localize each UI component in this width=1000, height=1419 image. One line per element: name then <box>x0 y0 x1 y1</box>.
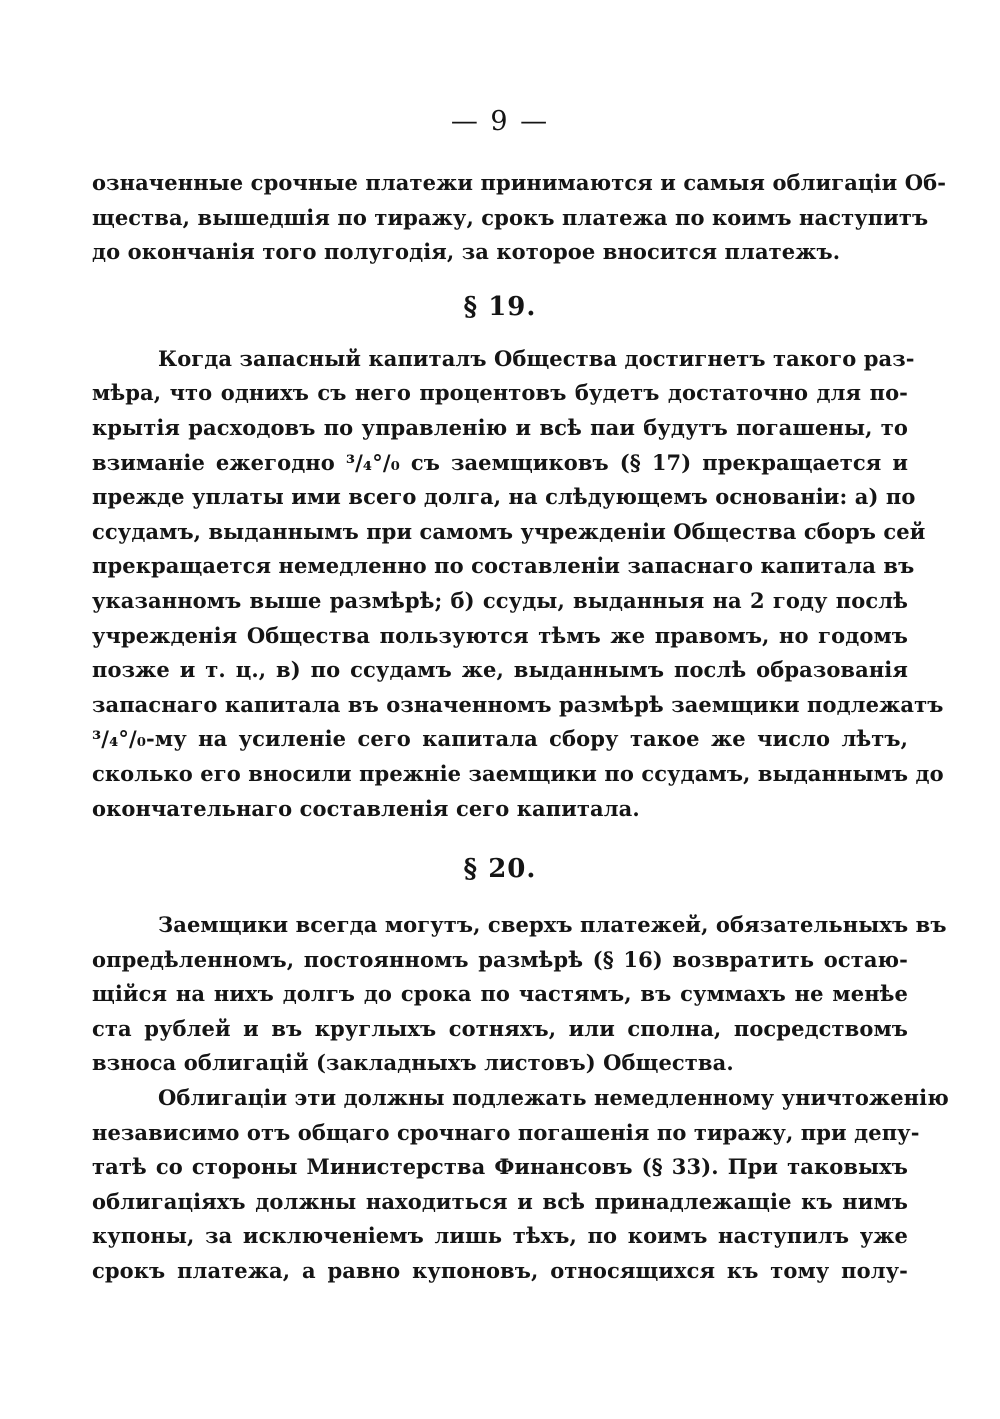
text-line: означенные срочные платежи принимаются и самыя облигаціи Об- <box>92 170 947 195</box>
text-line: учрежденія Общества пользуются тѣмъ же правомъ, но годомъ <box>92 622 908 648</box>
text-line: мѣра, что однихъ съ него процентовъ будетъ достаточно для по- <box>92 380 908 406</box>
text-line: срокъ платежа, а равно купоновъ, относящихся къ тому полу- <box>92 1258 908 1284</box>
text-line: взиманіе ежегодно ³/₄°/₀ съ заемщиковъ (§ 17) прекращается и <box>92 449 908 475</box>
section-20-paragraph-b <box>92 1081 949 1289</box>
text-line: прекращается немедленно по составленіи запаснаго капитала въ <box>92 553 915 579</box>
text-line: щійся на нихъ долгъ до срока по частямъ, въ суммахъ не менѣе <box>92 981 908 1007</box>
text-line: Когда запасный капиталъ Общества достигнетъ такого раз- <box>158 345 915 371</box>
text-line: татѣ со стороны Министерства Финансовъ (§ 33). При таковыхъ <box>92 1154 908 1180</box>
paragraph-continuation <box>92 166 947 270</box>
text-line: указанномъ выше размѣрѣ; б) ссуды, выданныя на 2 году послѣ <box>92 587 908 613</box>
text-line: купоны, за исключеніемъ лишь тѣхъ, по коимъ наступилъ уже <box>92 1223 908 1249</box>
text-line: крытія расходовъ по управленію и всѣ паи будутъ погашены, то <box>92 414 908 440</box>
text-line: опредѣленномъ, постоянномъ размѣрѣ (§ 16) возвратить остаю- <box>92 946 908 972</box>
text-line: до окончанія того полугодія, за которое вносится платежъ. <box>92 239 841 265</box>
text-line: прежде уплаты ими всего долга, на слѣдующемъ основаніи: а) по <box>92 484 916 510</box>
text-line: Заемщики всегда могутъ, сверхъ платежей, обязательныхъ въ <box>158 912 947 938</box>
text-line: ста рублей и въ круглыхъ сотняхъ, или сполна, посредствомъ <box>92 1015 908 1041</box>
page-number: — 9 — <box>450 106 550 137</box>
text-line: запаснаго капитала въ означенномъ размѣрѣ заемщики подлежатъ <box>92 691 944 717</box>
document-page <box>92 100 949 1289</box>
text-line: окончательнаго составленія сего капитала. <box>92 795 640 821</box>
section-19-paragraph <box>92 342 944 826</box>
text-line: ³/₄°/₀-му на усиленіе сего капитала сбору такое же число лѣтъ, <box>92 726 908 752</box>
text-line: щества, вышедшія по тиражу, срокъ платежа по коимъ наступитъ <box>92 204 929 230</box>
section-heading-19: § 19. <box>463 291 537 322</box>
section-heading-20: § 20. <box>463 854 537 885</box>
text-line: позже и т. ц., в) по ссудамъ же, выданнымъ послѣ образованія <box>92 657 908 683</box>
section-20-paragraph-a <box>92 908 947 1081</box>
text-line: взноса облигацій (закладныхъ листовъ) Общества. <box>92 1050 734 1076</box>
text-line: ссудамъ, выданнымъ при самомъ учрежденіи Общества сборъ сей <box>92 518 926 544</box>
text-line: независимо отъ общаго срочнаго погашенія по тиражу, при депу- <box>92 1119 920 1145</box>
text-line: облигаціяхъ должны находиться и всѣ принадлежащіе къ нимъ <box>92 1188 908 1214</box>
text-line: сколько его вносили прежніе заемщики по ссудамъ, выданнымъ до <box>92 760 944 786</box>
text-line: Облигаціи эти должны подлежать немедленному уничтоженію <box>158 1085 949 1111</box>
